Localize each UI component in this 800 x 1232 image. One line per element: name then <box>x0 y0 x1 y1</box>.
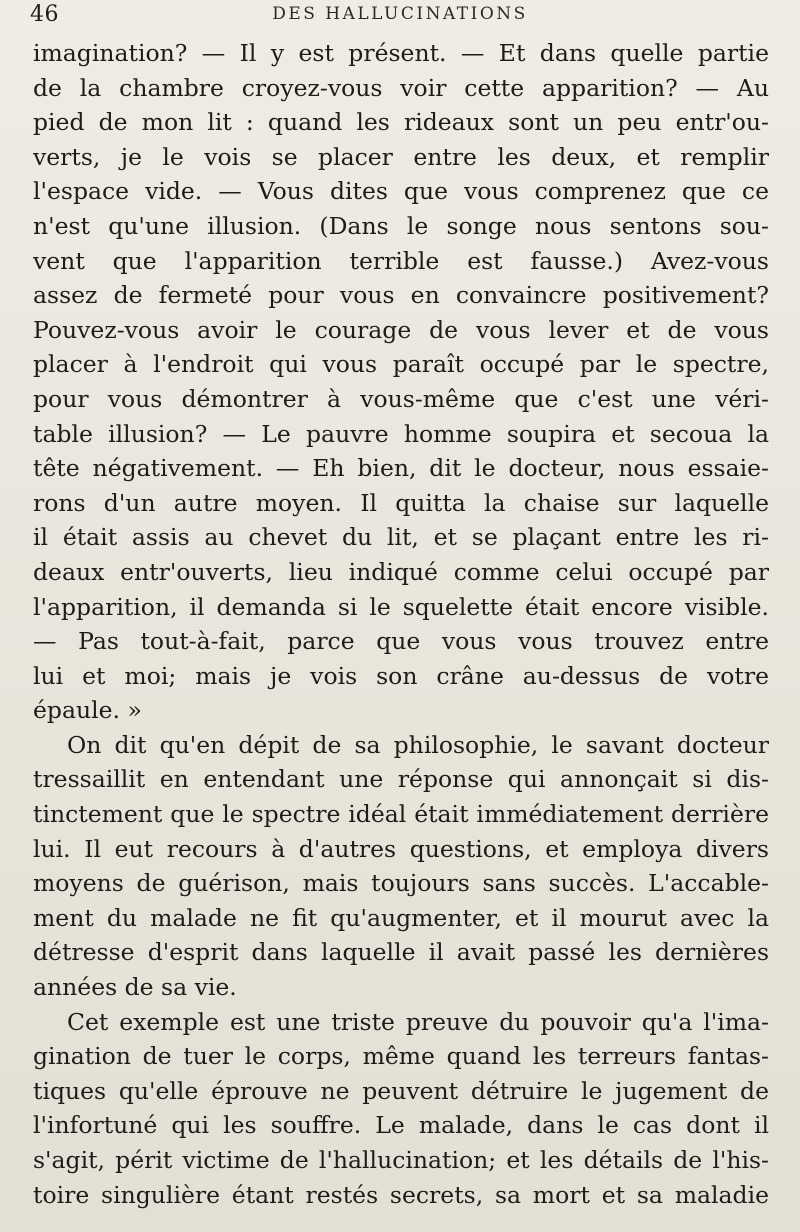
text-line: l'infortuné qui les souffre. Le malade, dans le cas dont il <box>33 1111 769 1140</box>
paragraph-start-line: Cet exemple est une triste preuve du pouvoir qu'a l'ima- <box>67 1007 769 1036</box>
text-line: n'est qu'une illusion. (Dans le songe nous sentons sou- <box>33 211 769 240</box>
text-line: toire singulière étant restés secrets, sa mort et sa maladie <box>33 1180 769 1209</box>
text-line: lui. Il eut recours à d'autres questions, et employa divers <box>33 834 769 863</box>
running-title: DES HALLUCINATIONS <box>272 4 528 24</box>
text-line: tête négativement. — Eh bien, dit le docteur, nous essaie- <box>33 454 769 483</box>
text-line: lui et moi; mais je vois son crâne au-dessus de votre <box>33 661 769 690</box>
text-line: pour vous démontrer à vous-même que c'est une véri- <box>33 384 769 413</box>
text-line: — Pas tout-à-fait, parce que vous vous trouvez entre <box>33 627 769 656</box>
text-line: années de sa vie. <box>33 973 237 1002</box>
text-line: tressaillit en entendant une réponse qui annonçait si dis- <box>33 765 769 794</box>
text-line: détresse d'esprit dans laquelle il avait passé les dernières <box>33 938 769 967</box>
text-line: gination de tuer le corps, même quand les terreurs fantas- <box>33 1042 769 1071</box>
text-line: rons d'un autre moyen. Il quitta la chaise sur laquelle <box>33 488 769 517</box>
text-line: moyens de guérison, mais toujours sans succès. L'accable- <box>33 869 769 898</box>
text-line: tinctement que le spectre idéal était immédiatement derrière <box>33 800 769 829</box>
text-line: tiques qu'elle éprouve ne peuvent détruire le jugement de <box>33 1076 769 1105</box>
text-line: vent que l'apparition terrible est fausse.) Avez-vous <box>33 246 769 275</box>
text-line: placer à l'endroit qui vous paraît occupé par le spectre, <box>33 350 769 379</box>
page-number: 46 <box>30 2 59 27</box>
text-line: assez de fermeté pour vous en convaincre positivement? <box>33 281 769 310</box>
running-head <box>30 2 770 32</box>
text-line: Pouvez-vous avoir le courage de vous lever et de vous <box>33 315 769 344</box>
text-line: verts, je le vois se placer entre les deux, et remplir <box>33 142 769 171</box>
text-line: imagination? — Il y est présent. — Et dans quelle partie <box>33 39 769 67</box>
text-line: s'agit, périt victime de l'hallucination; et les détails de l'his- <box>33 1146 769 1174</box>
text-line: pied de mon lit : quand les rideaux sont un peu entr'ou- <box>33 108 769 137</box>
text-line: épaule. » <box>33 696 142 725</box>
text-line: l'apparition, il demanda si le squelette était encore visible. <box>33 592 769 621</box>
text-line: ment du malade ne fit qu'augmenter, et il mourut avec la <box>33 903 769 932</box>
text-line: l'espace vide. — Vous dites que vous comprenez que ce <box>33 177 769 206</box>
text-line: table illusion? — Le pauvre homme soupira et secoua la <box>33 419 769 448</box>
text-line: il était assis au chevet du lit, et se plaçant entre les ri- <box>33 523 769 552</box>
text-line: de la chambre croyez-vous voir cette apparition? — Au <box>33 73 769 102</box>
body-text <box>33 36 769 1212</box>
text-line: deaux entr'ouverts, lieu indiqué comme celui occupé par <box>33 557 769 586</box>
paragraph-start-line: On dit qu'en dépit de sa philosophie, le savant docteur <box>67 730 769 759</box>
